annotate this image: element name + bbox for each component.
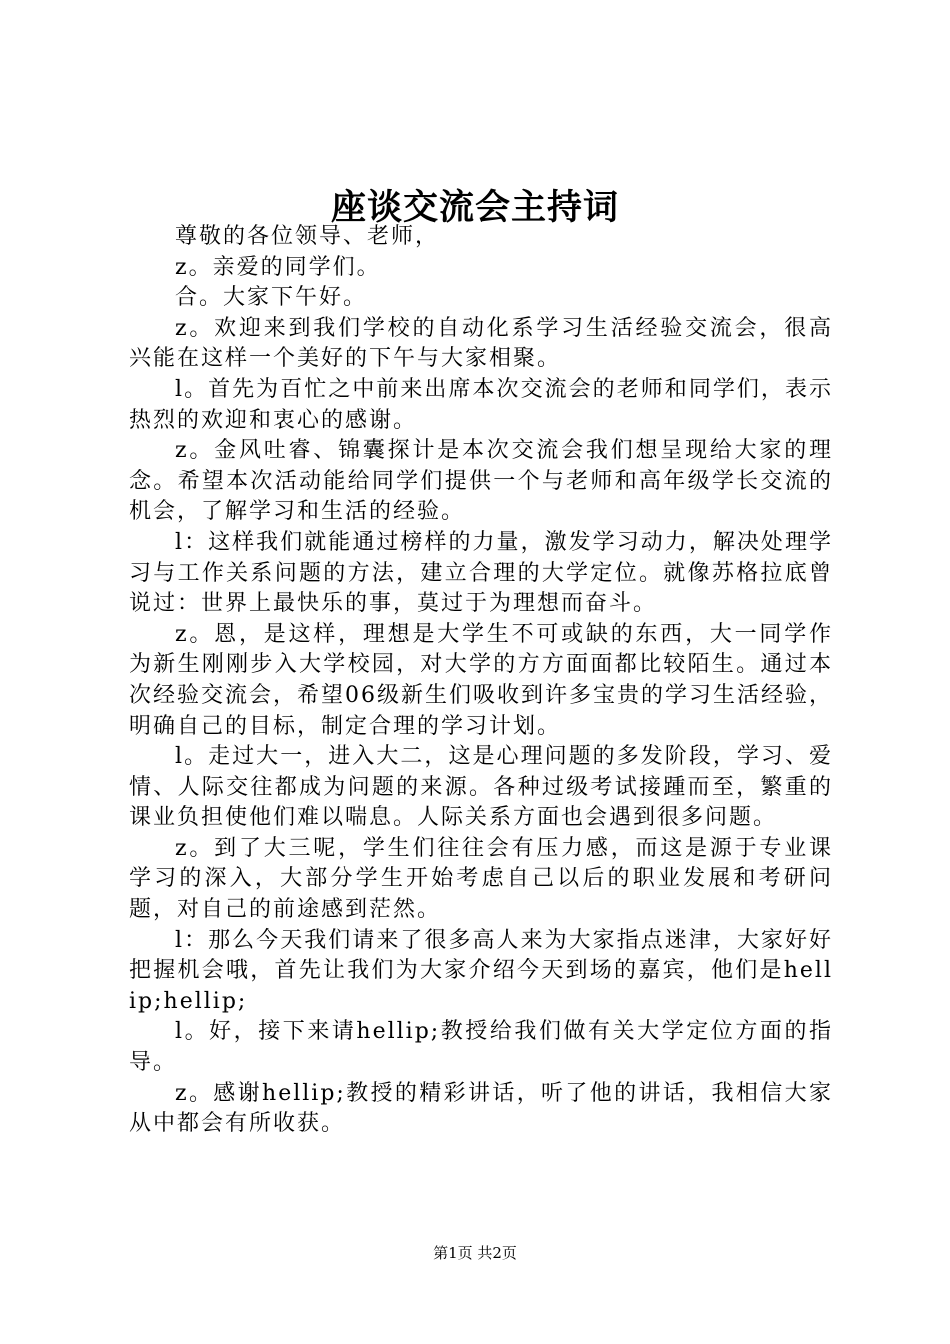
paragraph: 合。大家下午好。 [175,285,368,311]
paragraph: l：这样我们就能通过榜样的力量，激发学习动力，解决处理学习与工作关系问题的方法，建立合理的大学定位。就像苏格拉底曾说过：世界上最快乐的事，莫过于为理想而奋斗。 [129,529,833,617]
paragraph: z。金风吐睿、锦囊探计是本次交流会我们想呈现给大家的理念。希望本次活动能给同学们提供一个与老师和高年级学长交流的机会，了解学习和生活的经验。 [129,438,833,525]
document-body [129,222,833,1140]
paragraph: l。好，接下来请hellip;教授给我们做有关大学定位方面的指导。 [129,1019,833,1076]
paragraph: z。亲爱的同学们。 [175,254,381,280]
paragraph: 尊敬的各位领导、老师， [175,224,440,249]
document-title: 座谈交流会主持词 [330,187,619,228]
paragraph: l：那么今天我们请来了很多高人来为大家指点迷津，大家好好把握机会哦，首先让我们为大家介绍今天到场的嘉宾，他们是hellip;hellip; [129,927,833,1014]
paragraph: l。首先为百忙之中前来出席本次交流会的老师和同学们，表示热烈的欢迎和衷心的感谢。 [129,376,833,433]
paragraph: z。到了大三呢，学生们往往会有压力感，而这是源于专业课学习的深入，大部分学生开始考虑自己以后的职业发展和考研问题，对自己的前途感到茫然。 [129,835,833,923]
paragraph: z。恩，是这样，理想是大学生不可或缺的东西，大一同学作为新生刚刚步入大学校园，对大学的方方面面都比较陌生。通过本次经验交流会，希望06级新生们吸收到许多宝贵的学习生活经验，明确自己的目标，制定合理的学习计划。 [129,621,833,739]
paragraph: z。欢迎来到我们学校的自动化系学习生活经验交流会，很高兴能在这样一个美好的下午与大家相聚。 [129,315,833,372]
paragraph: z。感谢hellip;教授的精彩讲话，听了他的讲话，我相信大家从中都会有所收获。 [129,1080,833,1137]
paragraph: l。走过大一，进入大二，这是心理问题的多发阶段，学习、爱情、人际交往都成为问题的来源。各种过级考试接踵而至，繁重的课业负担使他们难以喘息。人际关系方面也会遇到很多问题。 [129,744,833,831]
page-number-footer: 第1页 共2页 [433,1244,517,1262]
